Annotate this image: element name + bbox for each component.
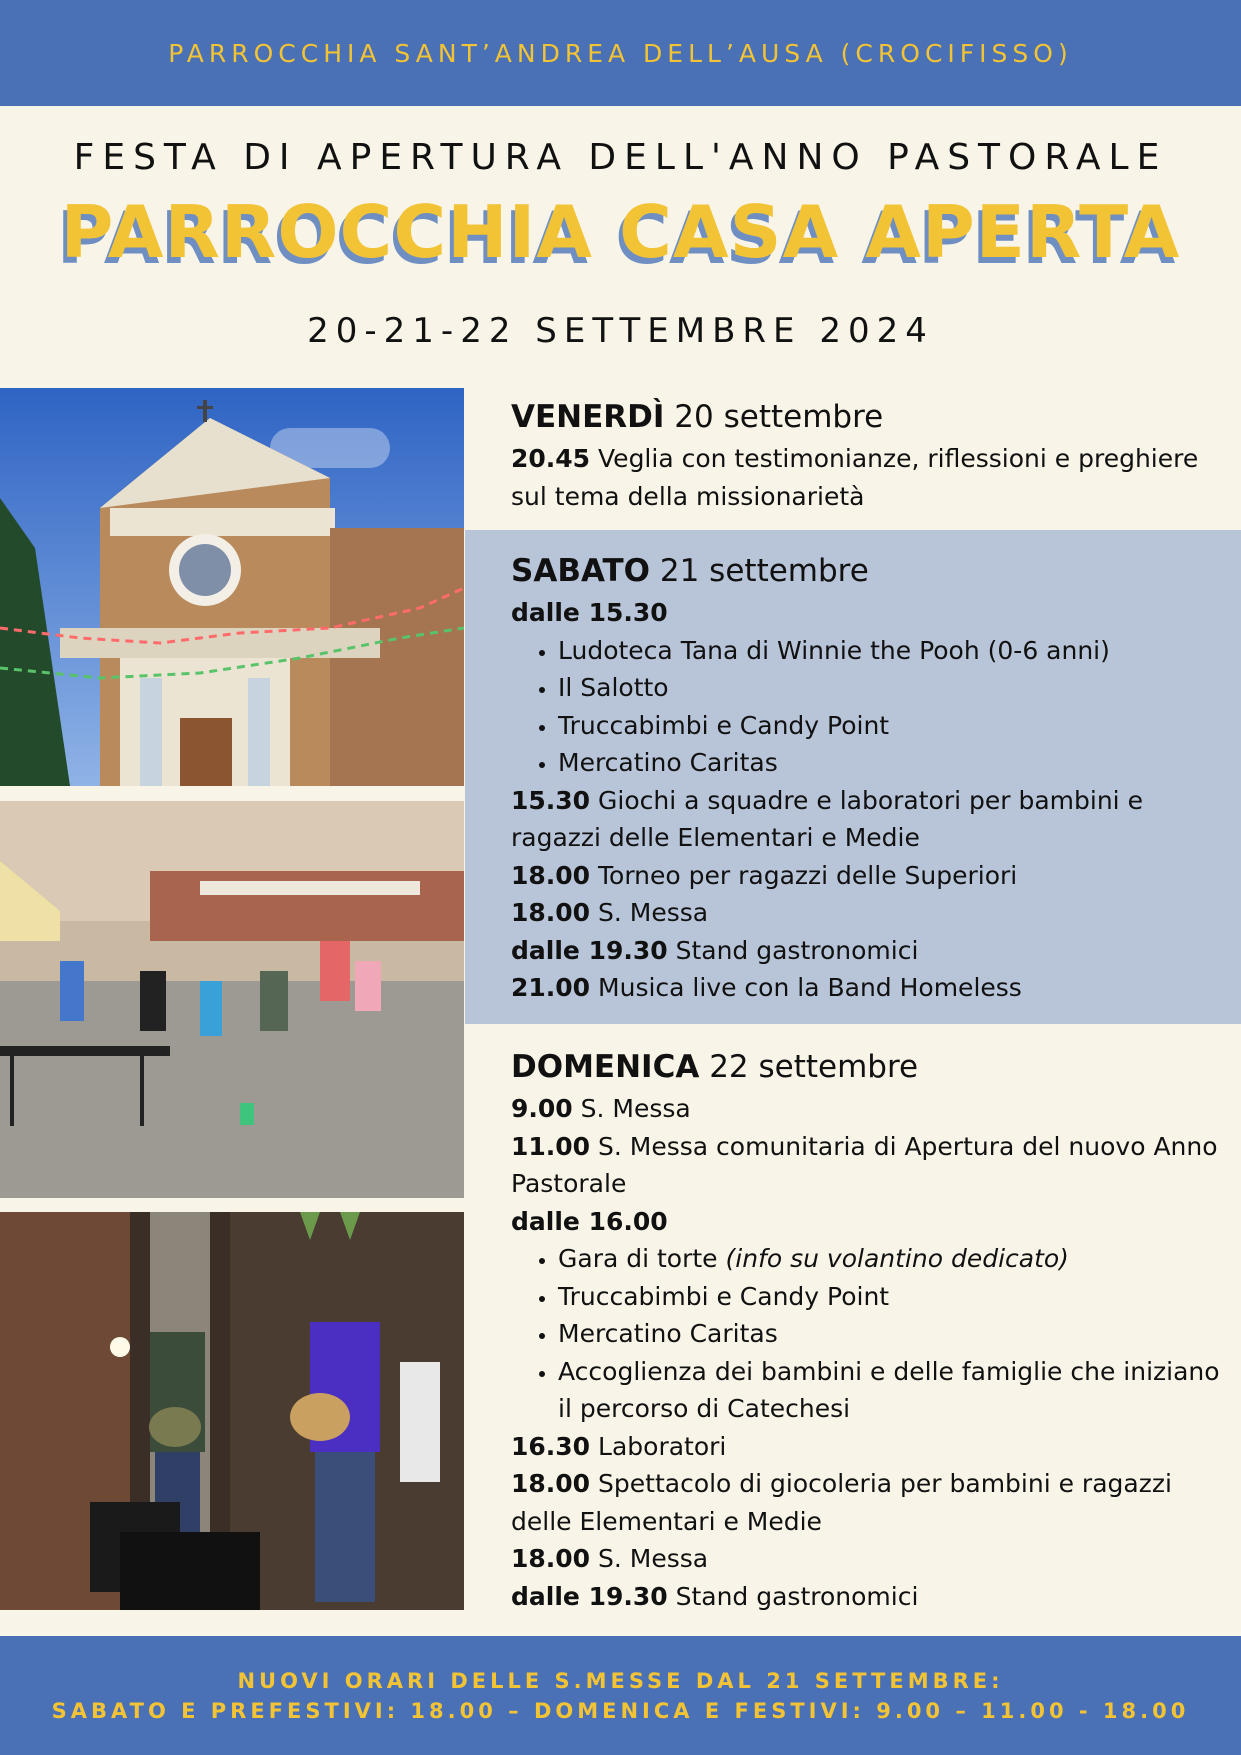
- list-item: • Gara di torte (info su volantino dedicato): [558, 1240, 1221, 1278]
- saturday-section: [465, 530, 1241, 1024]
- list-item: • Ludoteca Tana di Winnie the Pooh (0-6 anni): [558, 632, 1221, 670]
- footer-line-1: NUOVI ORARI DELLE S.MESSE DAL 21 SETTEMBRE:: [237, 1668, 1004, 1693]
- schedule-item: dalle 19.30 Stand gastronomici: [511, 935, 919, 965]
- sunday-heading: DOMENICA 22 settembre: [511, 1049, 919, 1085]
- saturday-activities-list: [511, 632, 1221, 782]
- schedule-item: 18.00 S. Messa: [511, 1544, 709, 1573]
- footer-banner: [0, 1636, 1241, 1755]
- schedule-item: 18.00 S. Messa: [511, 898, 709, 927]
- top-banner: [0, 0, 1241, 106]
- parish-name: PARROCCHIA SANT’ANDREA DELL’AUSA (CROCIFISSO): [168, 38, 1073, 68]
- schedule-item: 9.00 S. Messa: [511, 1094, 691, 1123]
- list-item: • Mercatino Caritas: [558, 1315, 1221, 1353]
- schedule-item: 16.30 Laboratori: [511, 1431, 727, 1461]
- from-time-label: dalle 15.30: [511, 598, 668, 627]
- list-item: • Accoglienza dei bambini e delle famiglie che iniziano il percorso di Catechesi: [558, 1353, 1221, 1428]
- friday-section: [465, 388, 1241, 530]
- from-time-label: dalle 16.00: [511, 1206, 668, 1236]
- list-item: • Mercatino Caritas: [558, 744, 1221, 782]
- sunday-activities-list: [511, 1240, 1221, 1428]
- schedule-item: 18.00 Torneo per ragazzi delle Superiori: [511, 860, 1018, 890]
- band-photo: [0, 1212, 464, 1610]
- schedule-item: dalle 19.30 Stand gastronomici: [511, 1581, 919, 1611]
- event-subtitle: FESTA DI APERTURA DELL'ANNO PASTORALE: [73, 137, 1168, 178]
- schedule-item: 18.00 Spettacolo di giocoleria per bambini e ragazzi delle Elementari e Medie: [511, 1469, 1172, 1536]
- list-item: • Il Salotto: [558, 669, 1221, 707]
- saturday-heading: SABATO 21 settembre: [511, 553, 869, 589]
- church-photo: [0, 388, 464, 786]
- list-item: • Truccabimbi e Candy Point: [558, 707, 1221, 745]
- schedule-item: 20.45 Veglia con testimonianze, riflessioni e preghiere sul tema della missionarietà: [511, 444, 1199, 511]
- friday-heading: VENERDÌ 20 settembre: [511, 399, 884, 435]
- schedule-item: 15.30 Giochi a squadre e laboratori per bambini e ragazzi delle Elementari e Medie: [511, 785, 1143, 852]
- kids-games-photo: [0, 801, 464, 1198]
- footer-line-2: SABATO E PREFESTIVI: 18.00 – DOMENICA E FESTIVI: 9.00 – 11.00 - 18.00: [51, 1698, 1190, 1723]
- event-dates: 20-21-22 SETTEMBRE 2024: [307, 311, 934, 351]
- event-title: PARROCCHIA CASA APERTA: [60, 190, 1181, 274]
- list-item: • Truccabimbi e Candy Point: [558, 1278, 1221, 1316]
- schedule-item: 11.00 S. Messa comunitaria di Apertura del nuovo Anno Pastorale: [511, 1131, 1218, 1198]
- sunday-section: [465, 1024, 1241, 1616]
- schedule-item: 21.00 Musica live con la Band Homeless: [511, 973, 1022, 1002]
